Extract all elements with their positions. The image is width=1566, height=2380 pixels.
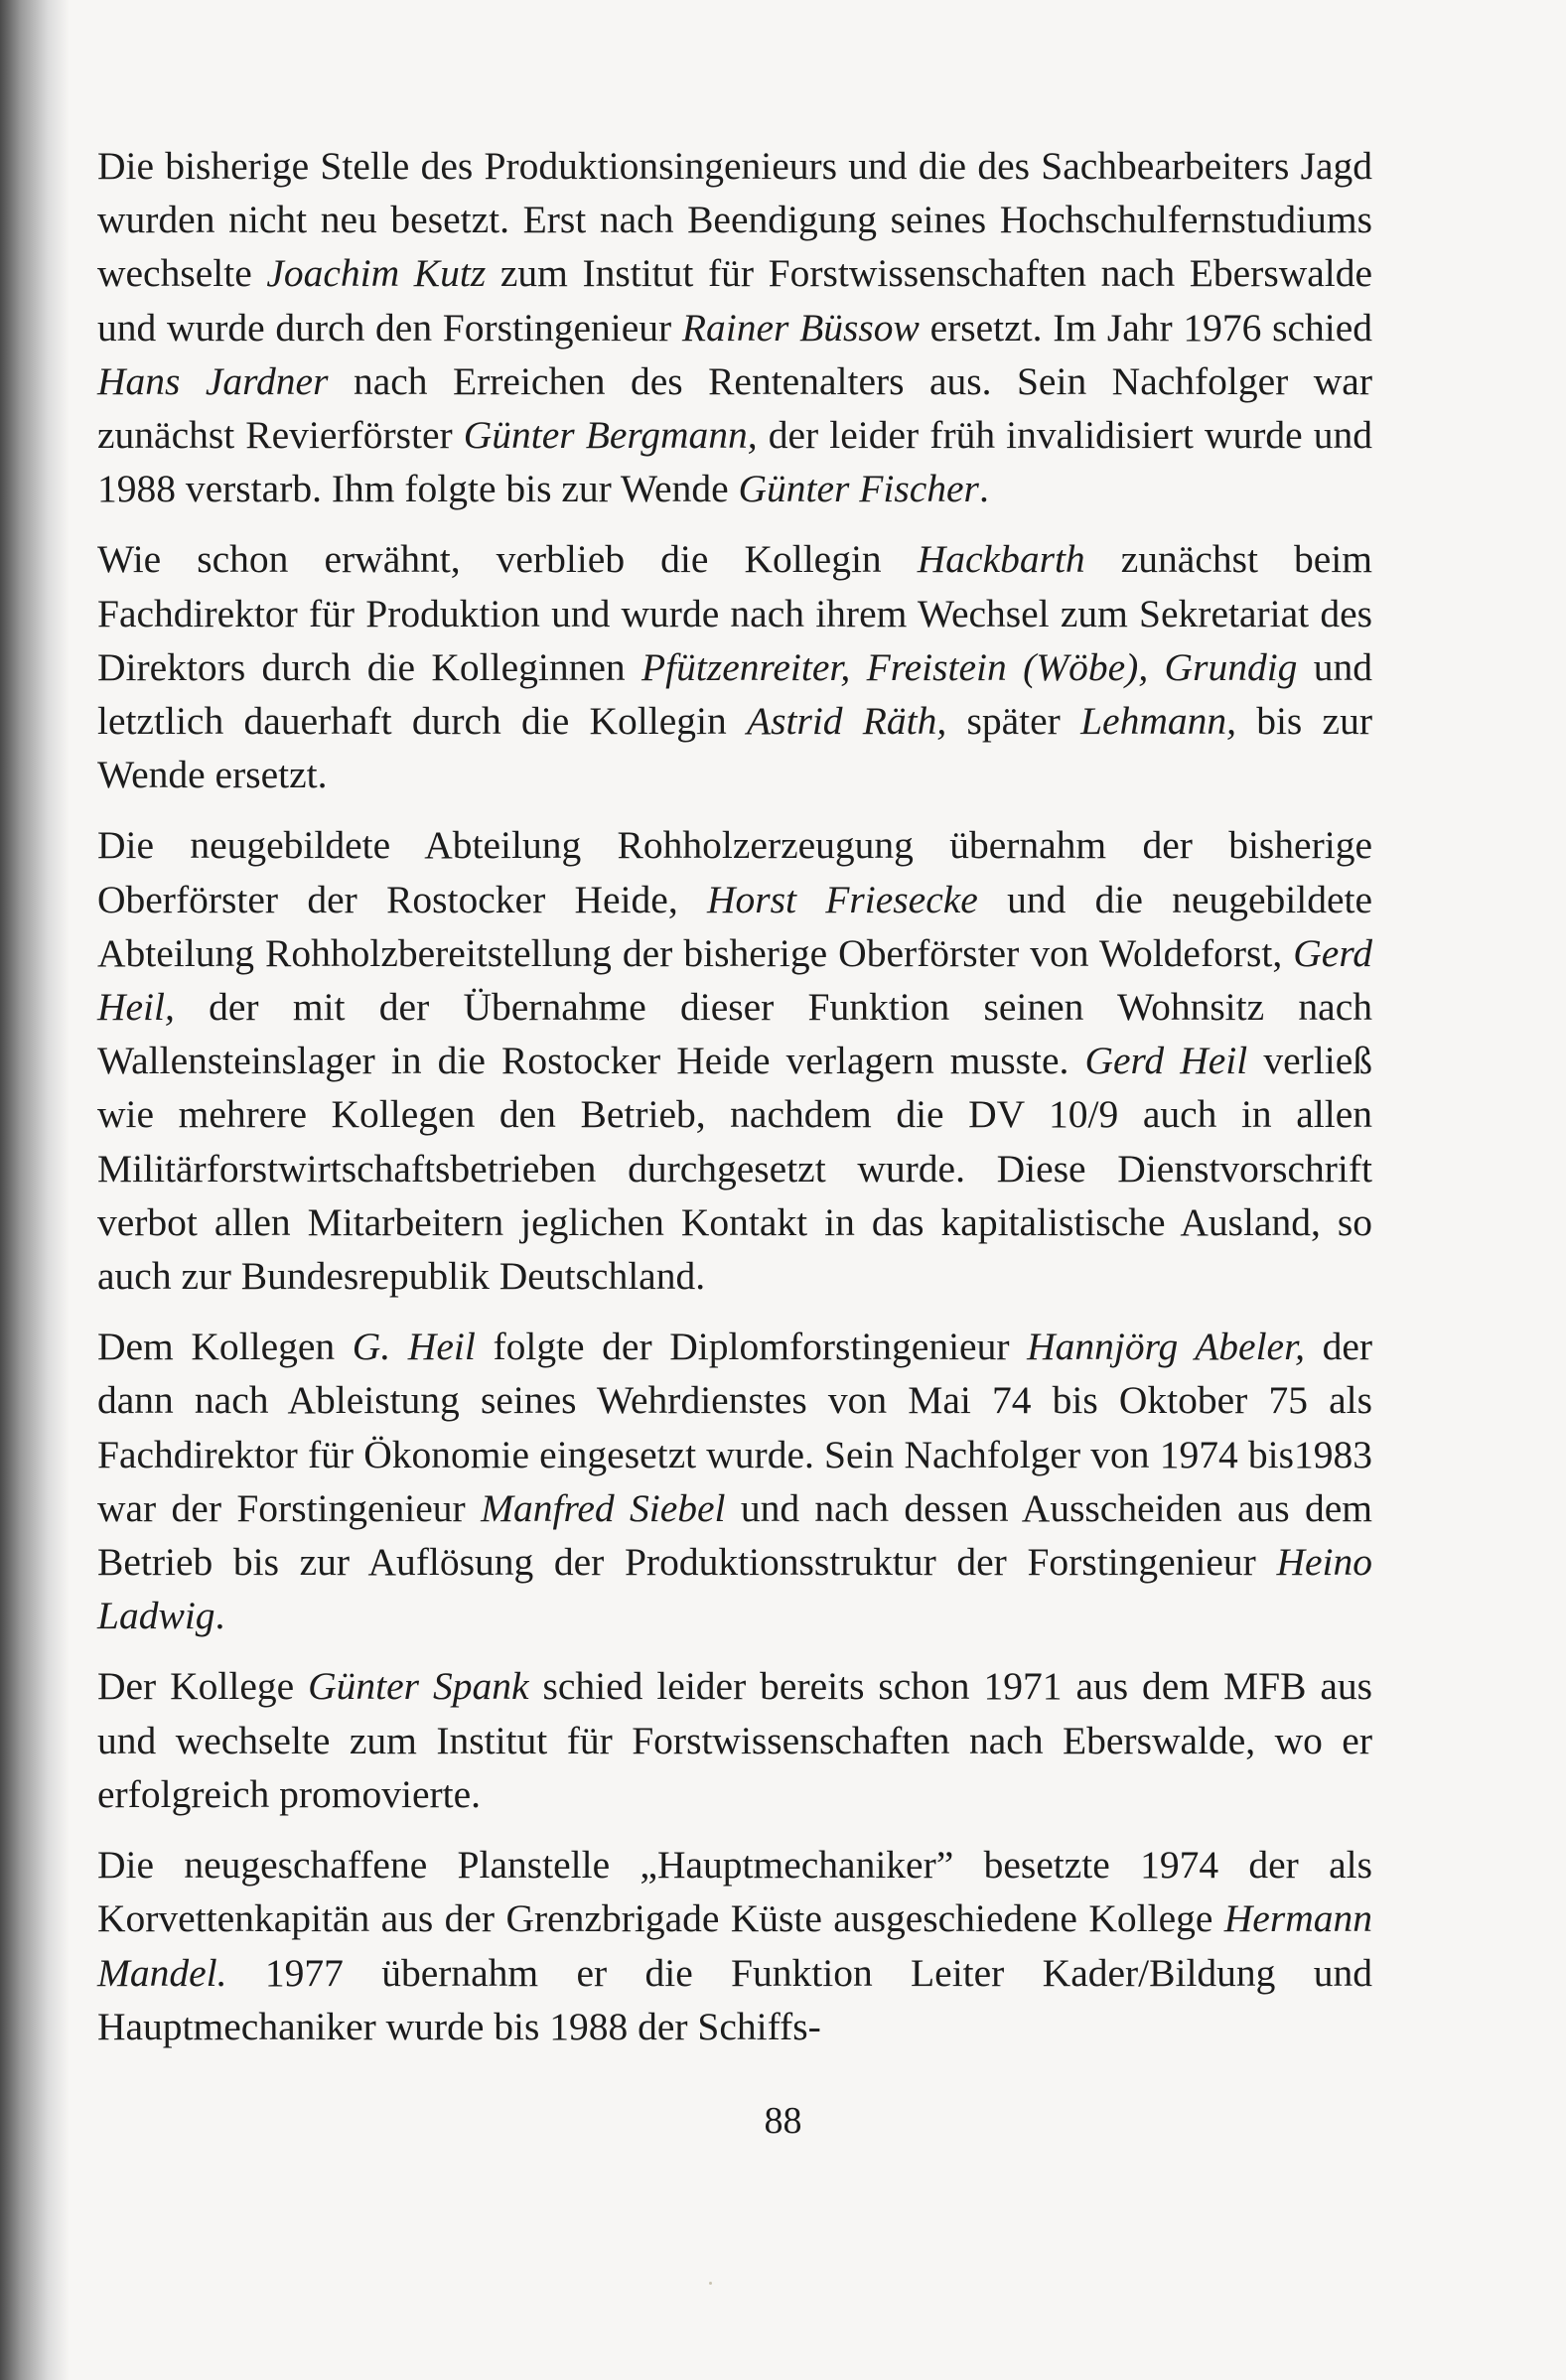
italic-name: Günter Spank [308,1664,529,1709]
italic-name: Hackbarth [917,537,1085,582]
italic-name: Günter Bergmann, [463,413,758,458]
paper-speck [709,2282,712,2285]
paragraph [97,139,1372,515]
italic-name: Hermann Mandel. [97,1896,1372,1995]
italic-name: Gerd Heil [1084,1039,1248,1083]
italic-name: Pfützenreiter, Freistein (Wöbe), Grundig [641,644,1298,689]
italic-name: Joachim Kutz [266,251,487,296]
paragraph [97,532,1372,801]
text-run: und letztlich dauerhaft durch die Kollegin [97,644,1373,744]
text-run: . [214,1594,225,1638]
italic-name: Horst Friesecke [707,877,978,921]
italic-name: Günter Fischer [738,467,979,511]
text-run: nach Erreichen des Rentenalters aus. Sein Nachfolger war zunächst Revierförster [97,358,1372,458]
italic-name: Rainer Büssow [681,305,920,350]
text-run: zunächst beim Fachdirektor für Produktion und wurde nach ihrem Wechsel zum Sekretariat des Direktors durch die Kolleginnen [97,537,1372,689]
paragraph [97,818,1372,1303]
text-run: zum Institut für Forstwissenschaften nach Eberswalde und wurde durch den Forstingenieur [97,251,1373,350]
text-run: Der Kollege [97,1664,309,1709]
paragraph [97,1320,1372,1642]
binding-gutter-shadow [0,0,70,2380]
italic-name: Hannjörg Abeler, [1027,1325,1305,1369]
text-run: der leider früh invalidisiert wurde und 1988 verstarb. Ihm folgte bis zur Wende [97,413,1372,511]
italic-name: Hans Jardner [97,358,329,403]
text-run: 1977 übernahm er die Funktion Leiter Kader/Bildung und Hauptmechaniker wurde bis 1988 der Schiffs- [97,1950,1372,2048]
italic-name: Heino Ladwig [97,1540,1372,1638]
text-run: später [946,699,1081,744]
text-run: . [978,467,989,511]
text-run: der dann nach Ableistung seines Wehrdienstes von Mai 74 bis Oktober 75 als Fachdirektor für Ökonomie eingesetzt wurde. Sein Nachfolger von 1974 bis1983 war der Forstingenieur [97,1325,1372,1530]
page-body [97,139,1372,2070]
text-run: Die neugeschaffene Planstelle „Hauptmechaniker” besetzte 1974 der als Korvettenkapitän aus der Grenzbrigade Küste ausgeschiedene Kollege [97,1843,1372,1941]
text-run: der mit der Übernahme dieser Funktion seinen Wohnsitz nach Wallensteinslager in die Rostocker Heide verlagern musste. [97,985,1372,1083]
text-run: folgte der Diplomforstingenieur [475,1325,1028,1369]
text-run: Dem Kollegen [97,1325,353,1369]
italic-name: Manfred Siebel [481,1485,726,1530]
text-run: Wie schon erwähnt, verblieb die Kollegin [97,537,918,582]
paragraph [97,1659,1372,1821]
paragraph [97,1838,1372,2053]
text-run: ersetzt. Im Jahr 1976 schied [919,305,1372,350]
italic-name: G. Heil [352,1325,476,1369]
italic-name: Astrid Räth, [746,699,947,744]
text-run: schied leider bereits schon 1971 aus dem MFB aus und wechselte zum Institut für Forstwissenschaften nach Eberswalde, wo er erfolgreich promovierte. [97,1664,1373,1816]
italic-name: Gerd Heil, [97,930,1372,1030]
text-run: bis zur Wende ersetzt. [97,699,1372,797]
text-run: Die bisherige Stelle des Produktionsingenieurs und die des Sachbearbeiters Jagd wurden nicht neu besetzt. Erst nach Beendigung seines Hochschulfernstudiums wechselte [97,144,1372,296]
text-run: und die neugebildete Abteilung Rohholzbereitstellung der bisherige Oberförster von Woldeforst, [97,877,1372,975]
text-run: und nach dessen Ausscheiden aus dem Betrieb bis zur Auflösung der Produktionsstruktur der Forstingenieur [97,1485,1372,1585]
page-number: 88 [764,2100,802,2142]
text-run: verließ wie mehrere Kollegen den Betrieb, nachdem die DV 10/9 auch in allen Militärforstwirtschaftsbetrieben durchgesetzt wurde. Diese Dienstvorschrift verbot allen Mitarbeitern jeglichen Kontakt in das kapitalistische Ausland, so auch zur Bundesrepublik Deutschland. [97,1039,1372,1299]
italic-name: Lehmann, [1080,699,1236,744]
text-run: Die neugebildete Abteilung Rohholzerzeugung übernahm der bisherige Oberförster der Rostocker Heide, [97,823,1372,921]
